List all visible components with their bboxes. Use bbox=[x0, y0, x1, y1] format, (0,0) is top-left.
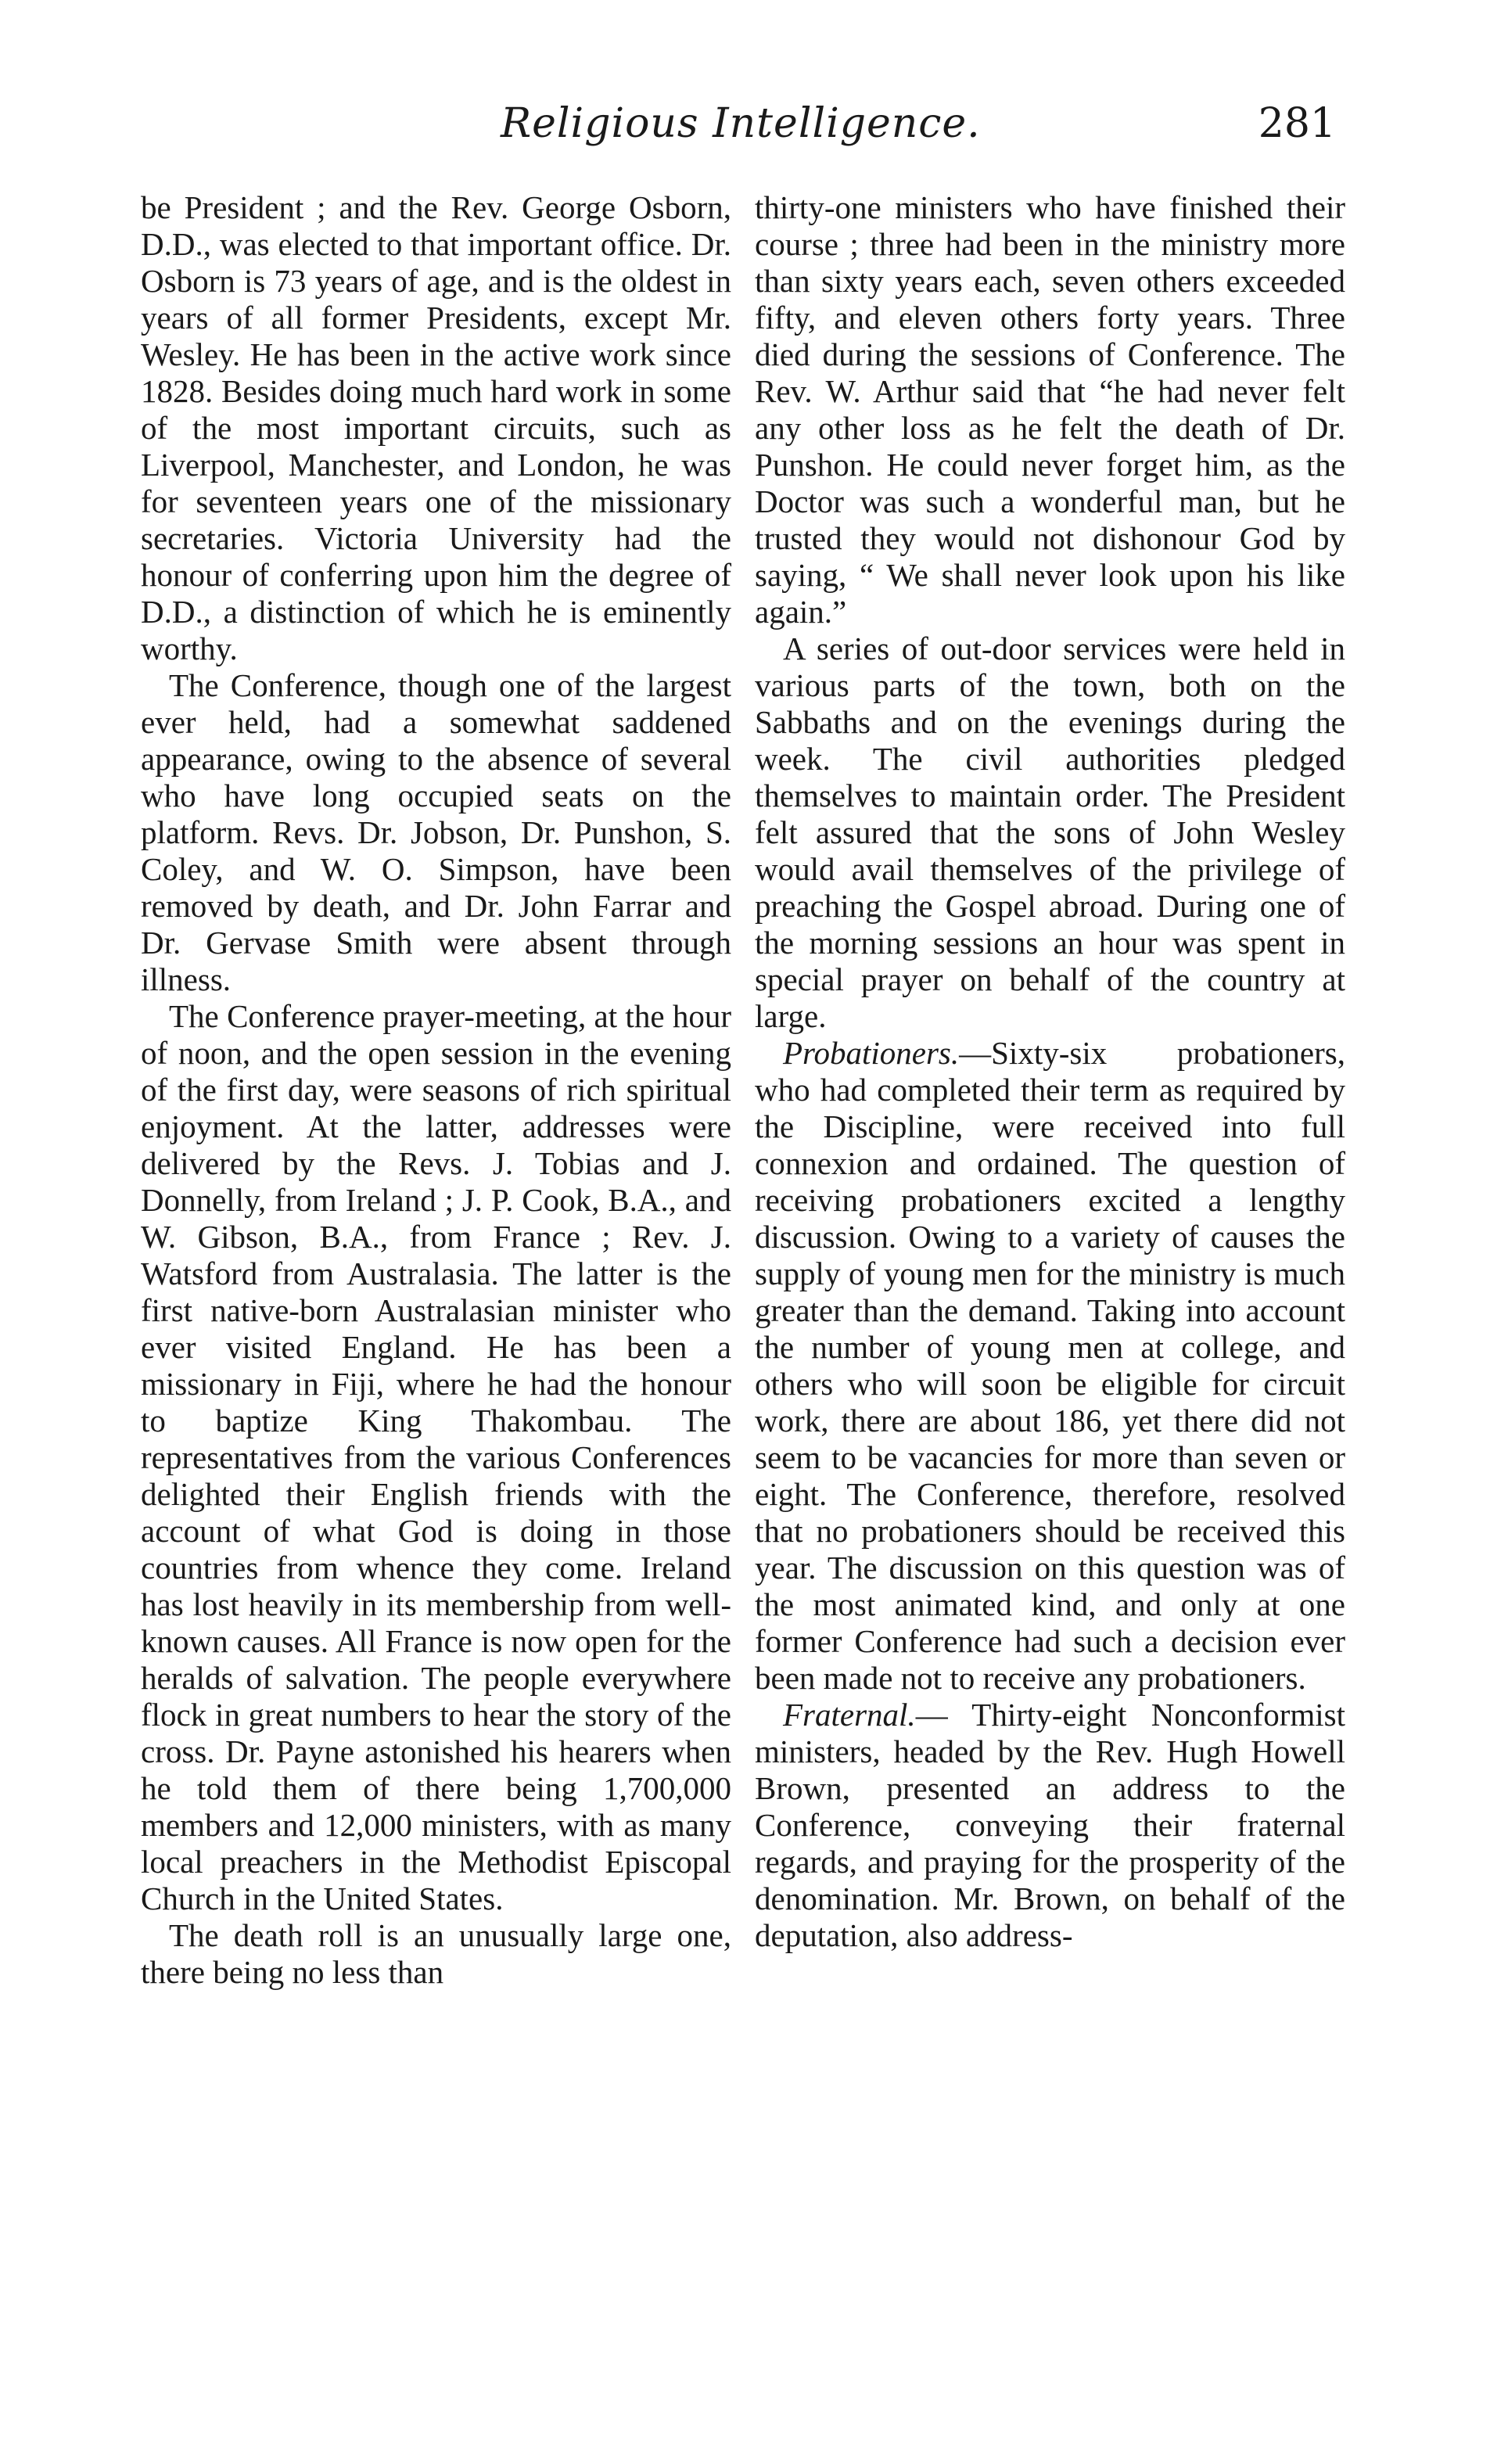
paragraph-death-roll: The death roll is an unusually large one, there being no less than bbox=[141, 1917, 731, 1990]
left-column bbox=[141, 189, 731, 1991]
fraternal-body: — Thirty-eight Nonconformist ministers, headed by the Rev. Hugh Howell Brown, presented an address to the Conference, conveying their fraternal regards, and praying for the prosperity of the denomination. Mr. Brown, on behalf of the deputation, also address- bbox=[755, 1697, 1345, 1953]
running-title: Religious Intelligence. bbox=[501, 100, 981, 147]
paragraph-probationers bbox=[755, 1035, 1345, 1697]
fraternal-heading: Fraternal. bbox=[783, 1697, 916, 1733]
page-number: 281 bbox=[1258, 100, 1336, 147]
paragraph-prayer-meeting: The Conference prayer-meeting, at the hour of noon, and the open session in the evening of the first day, were seasons of rich spiritual enjoyment. At the latter, addresses were delivered by the Revs. J. Tobias and J. Donnelly, from Ireland ; J. P. Cook, B.A., and W. Gibson, B.A., from France ; Rev. J. Watsford from Australasia. The latter is the first native-born Australasian minister who ever visited England. He has been a missionary in Fiji, where he had the honour to baptize King Thakombau. The representatives from the various Conferences delighted their English friends with the account of what God is doing in those countries from whence they come. Ireland has lost heavily in its membership from well-known causes. All France is now open for the heralds of salvation. The people everywhere flock in great numbers to hear the story of the cross. Dr. Payne astonished his hearers when he told them of there being 1,700,000 members and 12,000 ministers, with as many local preachers in the Methodist Episcopal Church in the United States. bbox=[141, 998, 731, 1916]
paragraph-outdoor-services: A series of out-door services were held in various parts of the town, both on the Sabbaths and on the evenings during the week. The civil authorities pledged themselves to maintain order. The President felt assured that the sons of John Wesley would avail themselves of the privilege of preaching the Gospel abroad. During one of the morning sessions an hour was spent in special prayer on behalf of the country at large. bbox=[755, 630, 1345, 1034]
probationers-heading: Probationers. bbox=[783, 1035, 960, 1071]
paragraph-ministers-deceased: thirty-one ministers who have finished their course ; three had been in the ministry more than sixty years each, seven others exceeded fifty, and eleven others forty years. Three died during the sessions of Conference. The Rev. W. Arthur said that “he had never felt any other loss as he felt the death of Dr. Punshon. He could never forget him, as the Doctor was such a wonderful man, but he trusted they would not dishonour God by saying, “ We shall never look upon his like again.” bbox=[755, 189, 1345, 630]
paragraph-conference-absence: The Conference, though one of the largest ever held, had a somewhat saddened appearance, owing to the absence of several who have long occupied seats on the platform. Revs. Dr. Jobson, Dr. Punshon, S. Coley, and W. O. Simpson, have been removed by death, and Dr. John Farrar and Dr. Gervase Smith were absent through illness. bbox=[141, 667, 731, 997]
paragraph-osborn-president: be President ; and the Rev. George Osborn, D.D., was elected to that important office. Dr. Osborn is 73 years of age, and is the oldest in years of all former Presidents, except Mr. Wesley. He has been in the active work since 1828. Besides doing much hard work in some of the most important circuits, such as Liverpool, Manchester, and London, he was for seventeen years one of the missionary secretaries. Victoria University had the honour of conferring upon him the degree of D.D., a distinction of which he is eminently worthy. bbox=[141, 189, 731, 666]
right-column bbox=[755, 189, 1345, 1954]
probationers-body: —Sixty-six probationers, who had completed their term as required by the Discipline, were received into full connexion and ordained. The question of receiving probationers excited a lengthy discussion. Owing to a variety of causes the supply of young men for the ministry is much greater than the demand. Taking into account the number of young men at college, and others who will soon be eligible for circuit work, there are about 186, yet there did not seem to be vacancies for more than seven or eight. The Conference, therefore, resolved that no probationers should be received this year. The discussion on this question was of the most animated kind, and only at one former Conference had such a decision ever been made not to receive any probationers. bbox=[755, 1035, 1345, 1696]
page-header bbox=[0, 94, 1508, 156]
paragraph-fraternal bbox=[755, 1697, 1345, 1954]
